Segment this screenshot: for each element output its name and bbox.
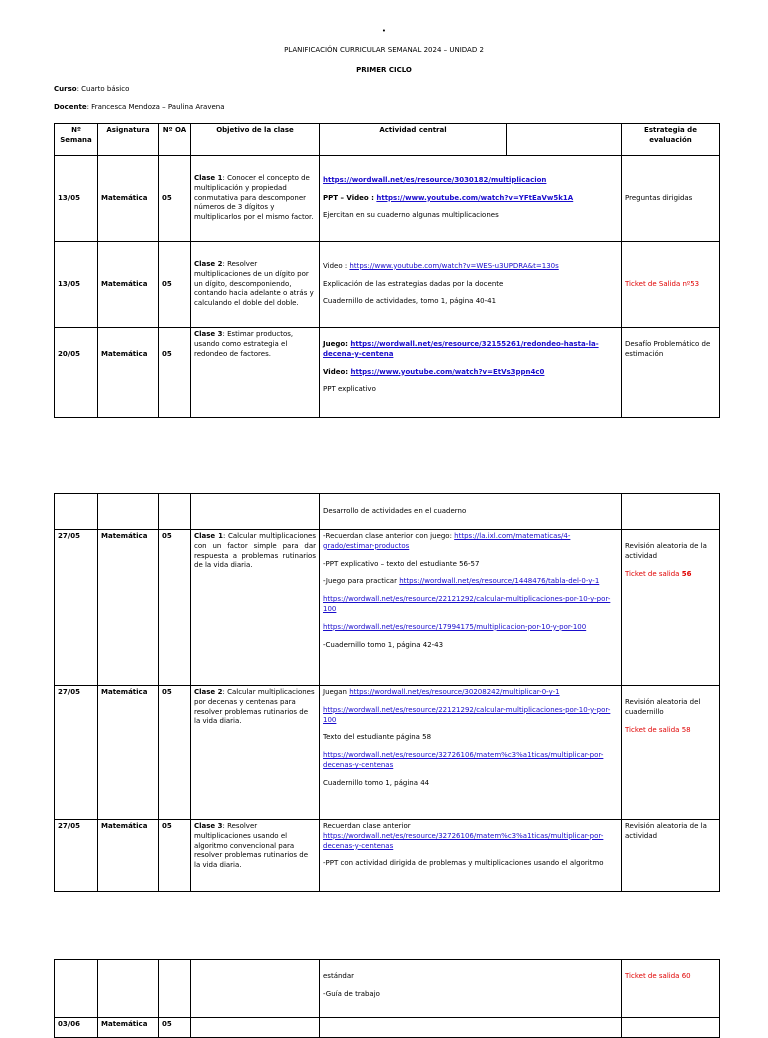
- row-subject: Matemática: [98, 820, 159, 892]
- table-row: [55, 530, 720, 686]
- row-date: 27/05: [55, 820, 98, 892]
- teacher-label: Docente: [54, 103, 87, 111]
- row-subject: Matemática: [98, 530, 159, 686]
- row-objective: [191, 242, 320, 328]
- row-date: 13/05: [55, 242, 98, 328]
- exit-ticket-label: Ticket de salida: [625, 569, 682, 578]
- row-objective: [191, 156, 320, 242]
- activity-link[interactable]: https://www.youtube.com/watch?v=EtVs3ppn4c0: [350, 367, 545, 376]
- header-evaluation: Estrategia de evaluación: [622, 124, 720, 156]
- activity-prefix: Recuerdan clase anterior: [323, 822, 411, 830]
- table-row: [55, 960, 720, 1018]
- row-date: 27/05: [55, 686, 98, 820]
- class-label: Clase 3: [194, 822, 223, 830]
- activity-text: PPT explicativo: [323, 385, 376, 394]
- table-row: [55, 686, 720, 820]
- plan-table-3: [54, 959, 720, 1038]
- row-oa: 05: [159, 820, 191, 892]
- row-objective: [191, 820, 320, 892]
- activity-text: Cuadernillo tomo 1, página 44: [323, 778, 430, 787]
- row-activity: [320, 530, 622, 686]
- table-row: [55, 820, 720, 892]
- row-activity: [320, 156, 622, 242]
- activity-link[interactable]: https://wordwall.net/es/resource/22121292/calcular-multiplicaciones-por-10-y-por-100: [323, 705, 611, 724]
- row-activity: [320, 242, 622, 328]
- course-label: Curso: [54, 85, 77, 93]
- activity-text: -Guía de trabajo: [323, 989, 380, 998]
- row-date: 03/06: [55, 1018, 98, 1038]
- objective-text: : Resolver multiplicaciones de un dígito por un dígito, descomponiendo, contando hacia adelante o atrás y calculando el doble del doble.: [194, 260, 314, 308]
- header-subject: Asignatura: [98, 124, 159, 156]
- course-value: : Cuarto básico: [76, 85, 130, 93]
- header-oa: Nº OA: [159, 124, 191, 156]
- activity-link[interactable]: https://wordwall.net/es/resource/32726106/matem%c3%a1ticas/multiplicar-por-decenas-y-centenas: [323, 751, 604, 769]
- header-activity: Actividad central: [320, 124, 507, 156]
- header-objective: Objetivo de la clase: [191, 124, 320, 156]
- cycle-title: PRIMER CICLO: [356, 66, 412, 74]
- objective-text: : Calcular multiplicaciones por decenas y centenas para resolver problemas rutinarios de la vida diaria.: [194, 688, 315, 726]
- activity-link[interactable]: https://wordwall.net/es/resource/22121292/calcular-multiplicaciones-por-10-y-por-100: [323, 595, 611, 613]
- row-evaluation: Desafío Problemático de estimación: [622, 328, 720, 418]
- document-title: PLANIFICACIÓN CURRICULAR SEMANAL 2024 – UNIDAD 2: [284, 46, 484, 54]
- activity-text: -PPT con actividad dirigida de problemas y multiplicaciones usando el algoritmo: [323, 859, 604, 868]
- activity-prefix: Video:: [323, 367, 351, 376]
- row-activity: [320, 686, 622, 820]
- evaluation-text: Revisión aleatoria del cuadernillo: [625, 698, 701, 716]
- activity-prefix: Video :: [323, 261, 350, 270]
- activity-text: -PPT explicativo – texto del estudiante 56-57: [323, 559, 480, 568]
- table-row: [55, 242, 720, 328]
- evaluation-text: Revisión aleatoria de la actividad: [625, 542, 707, 560]
- class-label: Clase 1: [194, 532, 223, 540]
- row-subject: Matemática: [98, 686, 159, 820]
- row-objective: [191, 530, 320, 686]
- header-dot: •: [381, 27, 387, 35]
- row-oa: 05: [159, 686, 191, 820]
- row-date: 20/05: [55, 328, 98, 418]
- exit-ticket-number: 56: [681, 569, 692, 578]
- activity-text: estándar: [323, 972, 355, 980]
- activity-link[interactable]: https://wordwall.net/es/resource/3030182/multiplicacion: [323, 175, 547, 184]
- header-empty: [507, 124, 622, 156]
- row-evaluation: [622, 686, 720, 820]
- row-activity: [320, 328, 622, 418]
- row-subject: Matemática: [98, 156, 159, 242]
- class-label: Clase 2: [194, 688, 223, 696]
- activity-prefix: -Juego para practicar: [323, 577, 400, 586]
- row-evaluation: [622, 530, 720, 686]
- continuation-text: Desarrollo de actividades en el cuaderno: [320, 494, 622, 530]
- activity-link[interactable]: https://wordwall.net/es/resource/1448476/tabla-del-0-y-1: [399, 577, 600, 586]
- activity-text: Texto del estudiante página 58: [323, 733, 432, 742]
- row-evaluation: Revisión aleatoria de la actividad: [622, 820, 720, 892]
- exit-ticket: Ticket de salida 58: [625, 725, 691, 734]
- class-label: Clase 1: [194, 174, 223, 182]
- table-row: [55, 1018, 720, 1038]
- activity-prefix: Juegan: [323, 688, 350, 696]
- row-oa: 05: [159, 156, 191, 242]
- row-date: 13/05: [55, 156, 98, 242]
- activity-text: -Cuadernillo tomo 1, página 42-43: [323, 640, 444, 649]
- activity-text: Ejercitan en su cuaderno algunas multiplicaciones: [323, 211, 499, 220]
- row-evaluation: Ticket de salida 60: [622, 960, 720, 1018]
- row-date: 27/05: [55, 530, 98, 686]
- objective-text: : Conocer el concepto de multiplicación y propiedad conmutativa para descomponer números de 3 dígitos y multiplicarlos por el mismo factor.: [194, 174, 314, 222]
- table-row: [55, 494, 720, 530]
- teacher-value: : Francesca Mendoza – Paulina Aravena: [86, 103, 225, 111]
- activity-link[interactable]: https://www.youtube.com/watch?v=WES-u3UPDRA&t=130s: [349, 261, 559, 270]
- row-objective: [191, 328, 320, 418]
- row-evaluation: Ticket de Salida nº53: [622, 242, 720, 328]
- table-row: [55, 328, 720, 418]
- activity-link[interactable]: https://wordwall.net/es/resource/17994175/multiplicacion-por-10-y-por-100: [323, 622, 587, 631]
- objective-text: : Estimar productos, usando como estrategia el redondeo de factores.: [194, 330, 294, 358]
- activity-link[interactable]: https://www.youtube.com/watch?v=YFtEaVw5k1A: [376, 193, 574, 202]
- row-activity: [320, 820, 622, 892]
- activity-prefix: Juego:: [323, 340, 351, 348]
- row-oa: 05: [159, 242, 191, 328]
- activity-prefix: PPT – Video :: [323, 193, 377, 202]
- table-row: [55, 156, 720, 242]
- objective-text: : Calcular multiplicaciones con un factor simple para dar respuesta a problemas rutinarios de la vida diaria.: [194, 532, 316, 570]
- exit-ticket: [625, 570, 716, 580]
- plan-table-1: [54, 123, 720, 418]
- activity-link[interactable]: https://la.ixl.com/matematicas/4-grado/estimar-productos: [323, 532, 571, 550]
- row-objective: [191, 686, 320, 820]
- row-subject: Matemática: [98, 242, 159, 328]
- teacher-line: [54, 103, 225, 113]
- row-oa: 05: [159, 1018, 191, 1038]
- course-line: [54, 85, 129, 95]
- class-label: Clase 3: [194, 330, 223, 338]
- header-week: Nº Semana: [55, 124, 98, 156]
- table-header-row: [55, 124, 720, 156]
- activity-link[interactable]: https://wordwall.net/es/resource/32155261/redondeo-hasta-la-decena-y-centena: [323, 340, 599, 358]
- activity-link[interactable]: https://wordwall.net/es/resource/30208242/multiplicar-0-y-1: [349, 688, 560, 696]
- activity-text: Explicación de las estrategias dadas por la docente: [323, 279, 504, 288]
- class-label: Clase 2: [194, 260, 223, 268]
- row-subject: Matemática: [98, 1018, 159, 1038]
- row-evaluation: Preguntas dirigidas: [622, 156, 720, 242]
- activity-link[interactable]: https://wordwall.net/es/resource/32726106/matem%c3%a1ticas/multiplicar-por-decenas-y-centenas: [323, 831, 604, 850]
- row-oa: 05: [159, 530, 191, 686]
- activity-text: Cuadernillo de actividades, tomo 1, página 40-41: [323, 297, 497, 306]
- row-activity: [320, 960, 622, 1018]
- plan-table-2: [54, 493, 720, 892]
- row-oa: 05: [159, 328, 191, 418]
- activity-prefix: -Recuerdan clase anterior con juego:: [323, 532, 455, 540]
- objective-text: : Resolver multiplicaciones usando el algoritmo convencional para resolver problemas rutinarios de la vida diaria.: [194, 822, 309, 870]
- row-subject: Matemática: [98, 328, 159, 418]
